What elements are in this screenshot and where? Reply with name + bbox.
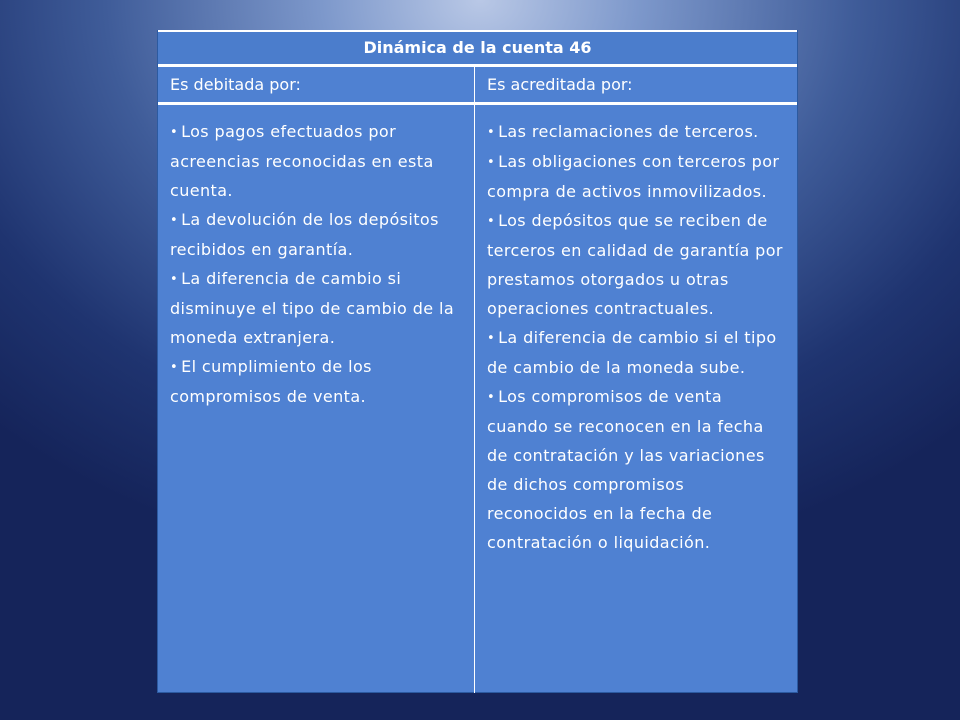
debit-item: • La diferencia de cambio si disminuye el tipo de cambio de la moneda extranjera. [170, 264, 462, 352]
credit-cell [475, 105, 797, 691]
credit-item: • La diferencia de cambio si el tipo de cambio de la moneda sube. [487, 323, 785, 382]
credit-item: • Las obligaciones con terceros por compra de activos inmovilizados. [487, 147, 785, 206]
debit-header: Es debitada por: [158, 67, 474, 102]
credit-item: • Los depósitos que se reciben de terceros en calidad de garantía por prestamos otorgados u otras operaciones contractuales. [487, 206, 785, 323]
debit-cell [158, 105, 474, 691]
credit-list [487, 117, 785, 557]
debit-item: • Los pagos efectuados por acreencias reconocidas en esta cuenta. [170, 117, 462, 205]
table-title: Dinámica de la cuenta 46 [158, 30, 797, 67]
credit-header: Es acreditada por: [475, 67, 797, 102]
debit-item: • La devolución de los depósitos recibidos en garantía. [170, 205, 462, 264]
credit-item: • Las reclamaciones de terceros. [487, 117, 785, 147]
debit-item: • El cumplimiento de los compromisos de venta. [170, 352, 462, 411]
debit-list [170, 117, 462, 411]
account-dynamics-table [157, 30, 798, 693]
credit-item: • Los compromisos de venta cuando se reconocen en la fecha de contratación y las variaciones de dichos compromisos reconocidos en la fecha de contratación o liquidación. [487, 382, 785, 557]
